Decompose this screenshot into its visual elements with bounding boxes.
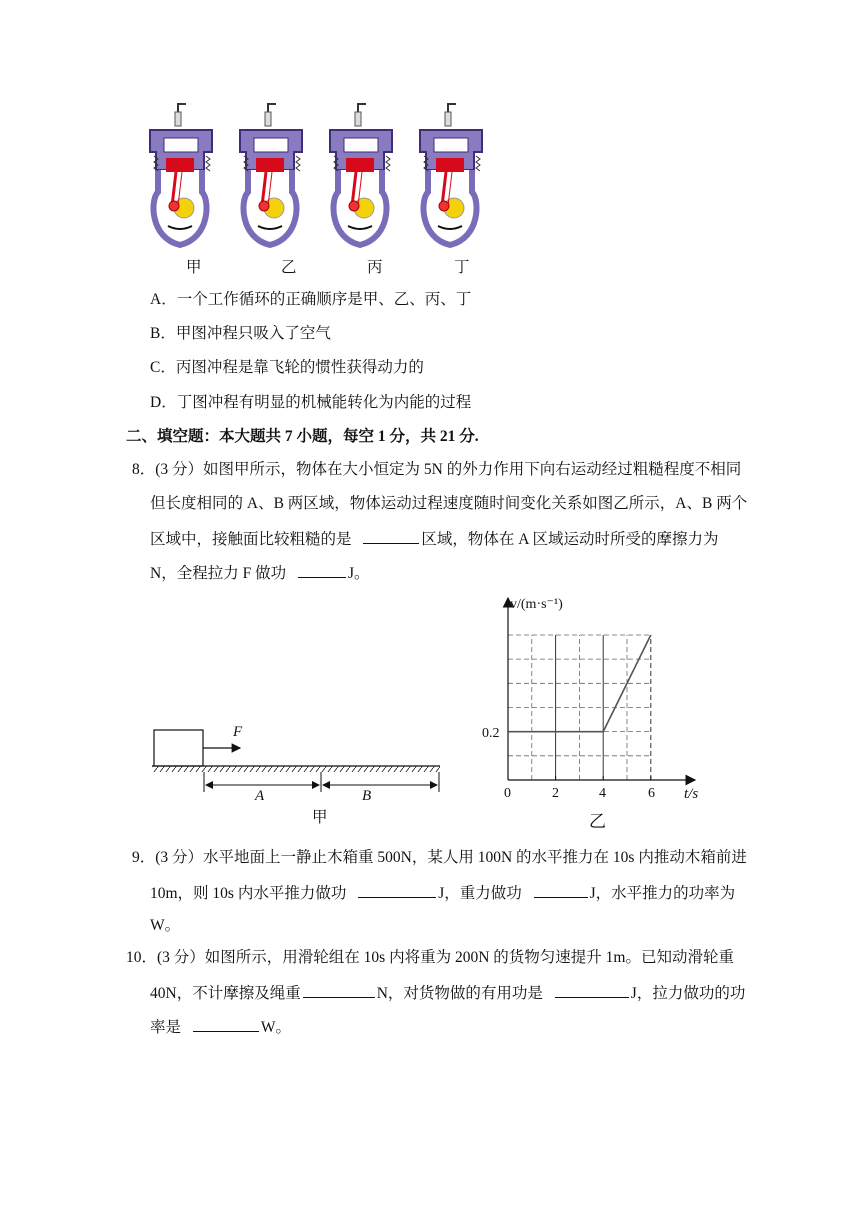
- q10-line2-text-c: J，拉力做功的功: [630, 985, 746, 1002]
- q10-blank-force[interactable]: [303, 982, 375, 998]
- q9-line1: 9．(3 分）水平地面上一静止木箱重 500N，某人用 100N 的水平推力在 10s 内推动木箱前进: [132, 849, 747, 866]
- x-tick-0: 0: [504, 786, 511, 801]
- q9-line3: W。: [150, 917, 181, 934]
- q10-line3-text-a: 率是: [150, 1019, 182, 1036]
- q9-line2-text-b: J，重力做功: [438, 885, 522, 902]
- ground-hatch: [152, 766, 440, 772]
- engine-label-jia: 甲: [186, 259, 202, 276]
- engine-label-ding: 丁: [454, 259, 470, 276]
- q8-line3: [150, 528, 718, 550]
- figure-jia: [145, 720, 450, 830]
- region-b-label: B: [362, 788, 372, 804]
- engine-ding-icon: [420, 104, 482, 245]
- q9-line2: [150, 882, 735, 904]
- engine-bing-icon: [330, 104, 392, 245]
- q8-line1: 8．(3 分）如图甲所示，物体在大小恒定为 5N 的外力作用下向右运动经过粗糙程度不相同: [132, 461, 742, 478]
- figure-yi-caption: 乙: [589, 812, 606, 831]
- y-axis-label: v/(m·s⁻¹): [510, 597, 563, 612]
- q8-blank-rough-region[interactable]: [363, 528, 419, 544]
- x-axis-label: t/s: [684, 786, 699, 802]
- x-tick-6: 6: [648, 786, 655, 801]
- figure-yi-graph: [470, 590, 710, 815]
- engine-jia-icon: [150, 104, 212, 245]
- q9-line2-text-a: 10m，则 10s 内水平推力做功: [150, 885, 347, 902]
- engine-label-bing: 丙: [367, 259, 383, 276]
- q10-line2-text-a: 40N，不计摩擦及绳重: [150, 985, 301, 1002]
- q10-blank-useful-work[interactable]: [555, 982, 629, 998]
- q8-line3-text-a: 区域中，接触面比较粗糙的是: [150, 531, 352, 548]
- q8-line4: [150, 562, 370, 584]
- q10-line3: [150, 1016, 291, 1038]
- q8-line2: 但长度相同的 A、B 两区域，物体运动过程速度随时间变化关系如图乙所示，A、B 两个: [150, 495, 748, 512]
- y-tick-label: 0.2: [482, 726, 500, 741]
- engine-strokes-figure: [140, 100, 540, 280]
- engine-yi-icon: [240, 104, 302, 245]
- q8-line4-text-b: J。: [347, 565, 370, 582]
- section-title: 二、填空题：本大题共 7 小题，每空 1 分，共 21 分.: [126, 428, 479, 445]
- q10-line2-text-b: N，对货物做的有用功是: [376, 985, 543, 1002]
- q9-line2-text-c: J，水平推力的功率为: [589, 885, 736, 902]
- q10-blank-power[interactable]: [193, 1016, 259, 1032]
- figure-jia-caption: 甲: [312, 809, 328, 826]
- block: [154, 730, 203, 766]
- force-label: F: [233, 724, 243, 740]
- graph-grid: [508, 635, 651, 780]
- q9-blank-gravity-work[interactable]: [534, 882, 588, 898]
- x-tick-2: 2: [552, 786, 559, 801]
- option-c: C．丙图冲程是靠飞轮的惯性获得动力的: [150, 359, 424, 376]
- q8-blank-work[interactable]: [298, 562, 346, 578]
- q8-line4-text-a: N，全程拉力 F 做功: [150, 565, 287, 582]
- engine-label-yi: 乙: [281, 259, 297, 276]
- region-a-label: A: [255, 788, 265, 804]
- q8-line3-text-b: 区域，物体在 A 区域运动时所受的摩擦力为: [421, 531, 719, 548]
- option-a: A．一个工作循环的正确顺序是甲、乙、丙、丁: [150, 291, 472, 308]
- x-tick-4: 4: [599, 786, 606, 801]
- q9-blank-push-work[interactable]: [358, 882, 436, 898]
- option-d: D．丁图冲程有明显的机械能转化为内能的过程: [150, 394, 472, 411]
- q10-line1: 10．(3 分）如图所示，用滑轮组在 10s 内将重为 200N 的货物匀速提升 1m。已知动滑轮重: [126, 949, 734, 966]
- q10-line3-text-b: W。: [260, 1019, 292, 1036]
- option-b: B．甲图冲程只吸入了空气: [150, 325, 331, 342]
- q10-line2: [150, 982, 745, 1004]
